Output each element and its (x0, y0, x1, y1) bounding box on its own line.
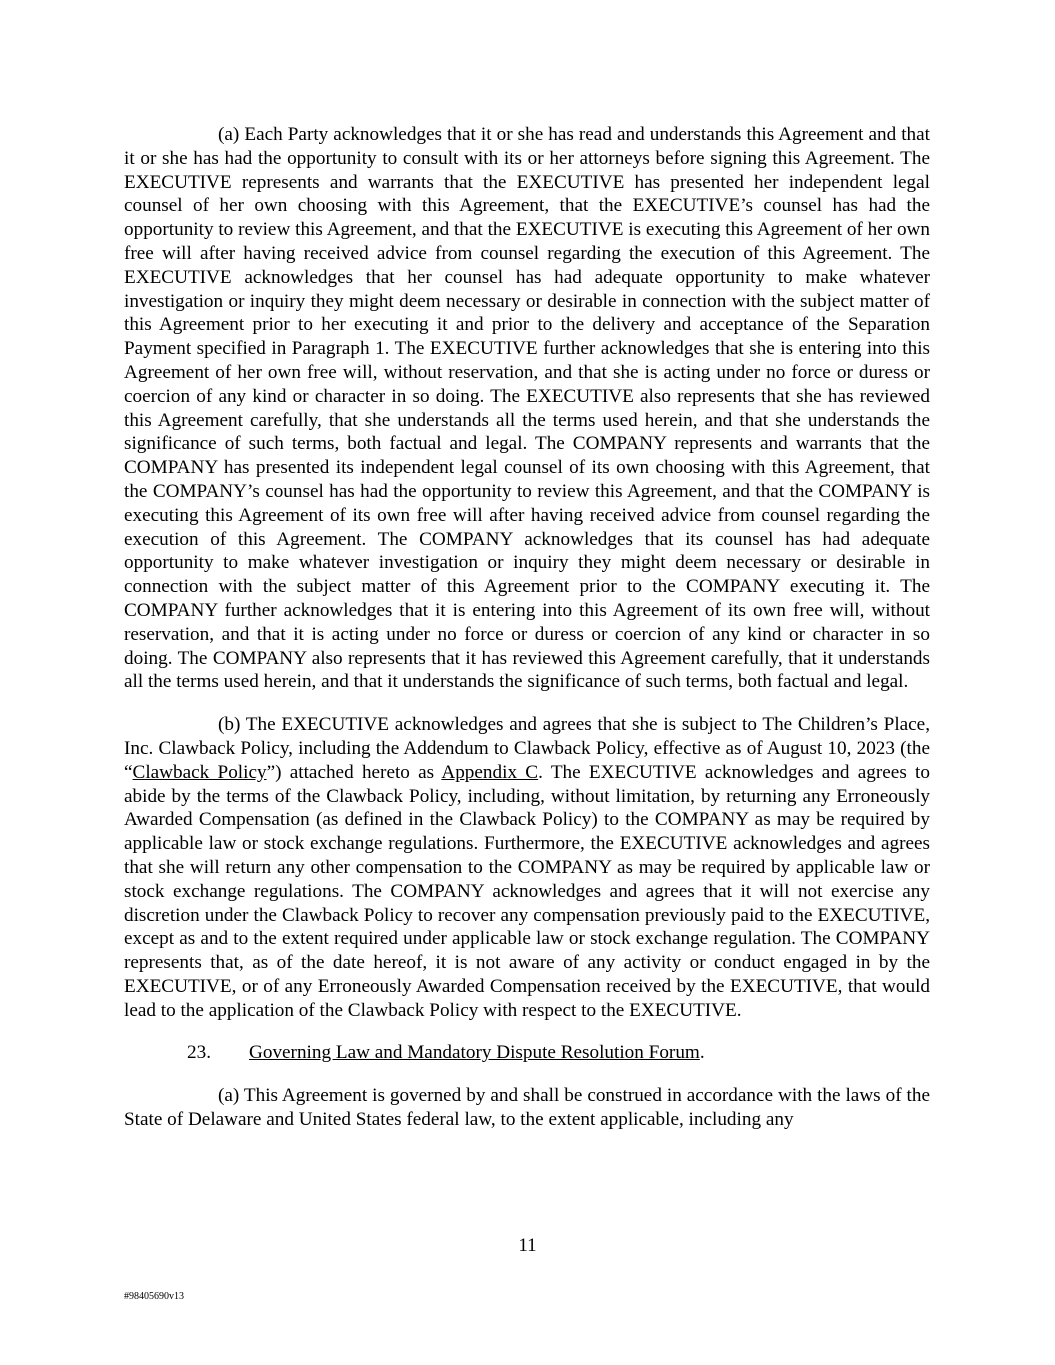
paragraph-23a: (a) This Agreement is governed by and shall be construed in accordance with the laws of the State of Delaware and United States federal law, to the extent applicable, including any (124, 1085, 930, 1131)
appendix-c-reference: Appendix C (441, 761, 539, 783)
paragraph-22a: (a) Each Party acknowledges that it or she has read and understands this Agreement and that it or she has had the opportunity to consult with its or her attorneys before signing this Agreement. The EXECUTIVE represents and warrants that the EXECUTIVE has presented her independent legal counsel of her own choosing with this Agreement, that the EXECUTIVE’s counsel has had the opportunity to review this Agreement, and that the EXECUTIVE is executing this Agreement of her own free will after having received advice from counsel regarding the execution of this Agreement. The EXECUTIVE acknowledges that her counsel has had adequate opportunity to make whatever investigation or inquiry they might deem necessary or desirable in connection with the subject matter of this Agreement prior to her executing it and prior to the delivery and acceptance of the Separation Payment specified in Paragraph 1. The EXECUTIVE further acknowledges that she is entering into this Agreement of her own free will, without reservation, and that she is acting under no force or duress or coercion of any kind or character in so doing. The EXECUTIVE also represents that she has reviewed this Agreement carefully, that she understands all the terms used herein, and that she understands the significance of such terms, both factual and legal. The COMPANY represents and warrants that the COMPANY has presented its independent legal counsel of its own choosing with this Agreement, that the COMPANY’s counsel has had the opportunity to review this Agreement, and that the COMPANY is executing this Agreement of its own free will after having received advice from counsel regarding the execution of this Agreement. The COMPANY acknowledges that its counsel has had adequate opportunity to make whatever investigation or inquiry they might deem necessary or desirable in connection with the subject matter of this Agreement prior to the COMPANY executing it. The COMPANY further acknowledges that it is entering into this Agreement of its own free will, without reservation, and that it is acting under no force or duress or coercion of any kind or character in so doing. The COMPANY also represents that it has reviewed this Agreement carefully, that it understands all the terms used herein, and that it understands the significance of such terms, both factual and legal. (124, 124, 930, 693)
document-body (124, 123, 930, 1132)
paragraph-22b-text-2: ”) attached hereto as (266, 761, 442, 783)
paragraph-22b-text-1: (b) The EXECUTIVE acknowledges and agrees that she is subject to The Children’s Place, Inc. Clawback Policy, including the Addendum to Clawback Policy, effective as of August 10, 2023 (the “ (124, 714, 930, 783)
section-title-period: . (699, 1042, 705, 1064)
paragraph-22b (124, 713, 930, 1022)
section-title: Governing Law and Mandatory Dispute Resolution Forum (249, 1042, 700, 1064)
section-23-heading (124, 1041, 930, 1065)
paragraph-22b-text-3: . The EXECUTIVE acknowledges and agrees to abide by the terms of the Clawback Policy, including, without limitation, by returning any Erroneously Awarded Compensation (as defined in the Clawback Policy) to the COMPANY as may be required by applicable law or stock exchange regulations. Furthermore, the EXECUTIVE acknowledges and agrees that she will return any other compensation to the COMPANY as may be required by applicable law or stock exchange regulations. The COMPANY acknowledges and agrees that it will not exercise any discretion under the Clawback Policy to recover any compensation previously paid to the EXECUTIVE, except as and to the extent required under applicable law or stock exchange regulation. The COMPANY represents that, as of the date hereof, it is not aware of any activity or conduct engaged in by the EXECUTIVE, or of any Erroneously Awarded Compensation received by the EXECUTIVE, that would lead to the application of the Clawback Policy with respect to the EXECUTIVE. (124, 761, 930, 1021)
section-number: 23. (187, 1042, 211, 1064)
document-id: #98405690v13 (124, 1291, 184, 1302)
page-number: 11 (518, 1235, 537, 1256)
clawback-policy-term: Clawback Policy (132, 761, 267, 783)
